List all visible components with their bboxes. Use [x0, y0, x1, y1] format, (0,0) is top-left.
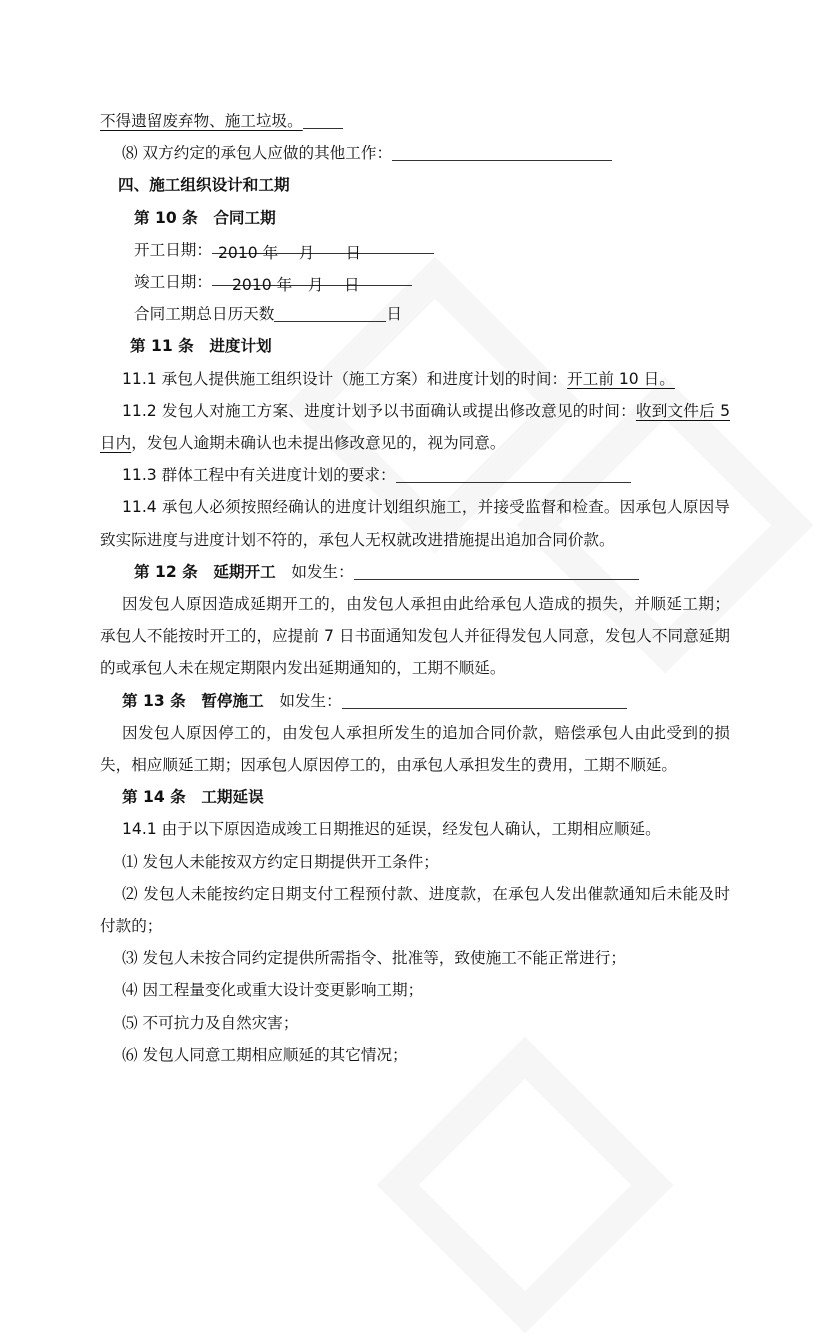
list-item: ⑷ 因工程量变化或重大设计变更影响工期； [122, 981, 424, 1000]
paragraph: 因发包人原因造成延期开工的，由发包人承担由此给承包人造成的损失，并顺延工期；承包人不能按时开工的，应提前 7 日书面通知发包人并征得发包人同意，发包人不同意延期的或承包人未在规定期限内发出延期通知的，工期不顺延。 [100, 595, 730, 678]
blank-line [342, 691, 627, 709]
paragraph: 11.4 承包人必须按照经确认的进度计划组织施工，并接受监督和检查。因承包人原因导致实际进度与进度计划不符的，承包人无权就改进措施提出追加合同价款。 [100, 498, 730, 549]
article-heading: 第 10 条 合同工期 [134, 208, 276, 227]
paragraph [100, 556, 730, 588]
paragraph [100, 395, 730, 459]
paragraph: 14.1 由于以下原因造成竣工日期推迟的延误，经发包人确认，工期相应顺延。 [122, 820, 661, 839]
list-item: ⑶ 发包人未按合同约定提供所需指令、批准等，致使施工不能正常进行； [122, 949, 626, 968]
text: ，发包人逾期未确认也未提出修改意见的，视为同意。 [131, 434, 506, 453]
paragraph [100, 363, 730, 395]
label: 合同工期总日历天数 [134, 305, 275, 324]
text: 如发生： [279, 691, 342, 710]
blank-line [396, 465, 631, 483]
text: ⑻ 双方约定的承包人应做的其他工作： [122, 144, 393, 163]
blank-line [303, 111, 343, 129]
blank-line [392, 143, 612, 161]
paragraph [100, 685, 730, 717]
text: 日 [386, 305, 402, 324]
paragraph: 因发包人原因停工的，由发包人承担所发生的追加合同价款，赔偿承包人由此受到的损失，相应顺延工期；因承包人原因停工的，由承包人承担发生的费用，工期不顺延。 [100, 723, 730, 775]
section-heading: 四、施工组织设计和工期 [118, 176, 290, 195]
days-field [274, 304, 386, 322]
text: 如发生： [291, 562, 354, 581]
list-item: ⑹ 发包人同意工期相应顺延的其它情况； [122, 1045, 408, 1064]
paragraph [100, 137, 730, 169]
blank-line [354, 562, 639, 580]
paragraph [100, 298, 730, 330]
paragraph [100, 459, 730, 491]
article-heading: 第 12 条 延期开工 [134, 562, 276, 581]
article-heading: 第 13 条 暂停施工 [122, 691, 264, 710]
start-date-field: 2010 年 月 日 [212, 237, 434, 254]
paragraph [100, 234, 730, 266]
text: 11.3 群体工程中有关进度计划的要求： [122, 466, 396, 485]
watermark [377, 1037, 674, 1334]
label: 竣工日期： [134, 273, 212, 292]
document-page [100, 105, 730, 1071]
article-heading: 第 14 条 工期延误 [122, 788, 264, 807]
text: 11.2 发包人对施工方案、进度计划予以书面确认或提出修改意见的时间： [122, 401, 636, 420]
underlined-text: 收到文件后 5 日内 [100, 401, 730, 453]
underlined-text: 不得遗留废弃物、施工垃圾。 [100, 112, 303, 130]
list-item: ⑸ 不可抗力及自然灾害； [122, 1013, 299, 1032]
label: 开工日期： [134, 240, 212, 259]
end-date-field: 2010 年 月 日 [212, 269, 412, 286]
article-heading: 第 11 条 进度计划 [130, 337, 272, 356]
underlined-text: 开工前 10 日。 [567, 369, 675, 388]
paragraph [100, 105, 730, 137]
text: 11.1 承包人提供施工组织设计（施工方案）和进度计划的时间： [122, 369, 568, 388]
list-item: ⑴ 发包人未能按双方约定日期提供开工条件； [122, 852, 439, 871]
list-item: ⑵ 发包人未能按约定日期支付工程预付款、进度款，在承包人发出催款通知后未能及时付款的； [100, 884, 730, 936]
paragraph [100, 266, 730, 298]
